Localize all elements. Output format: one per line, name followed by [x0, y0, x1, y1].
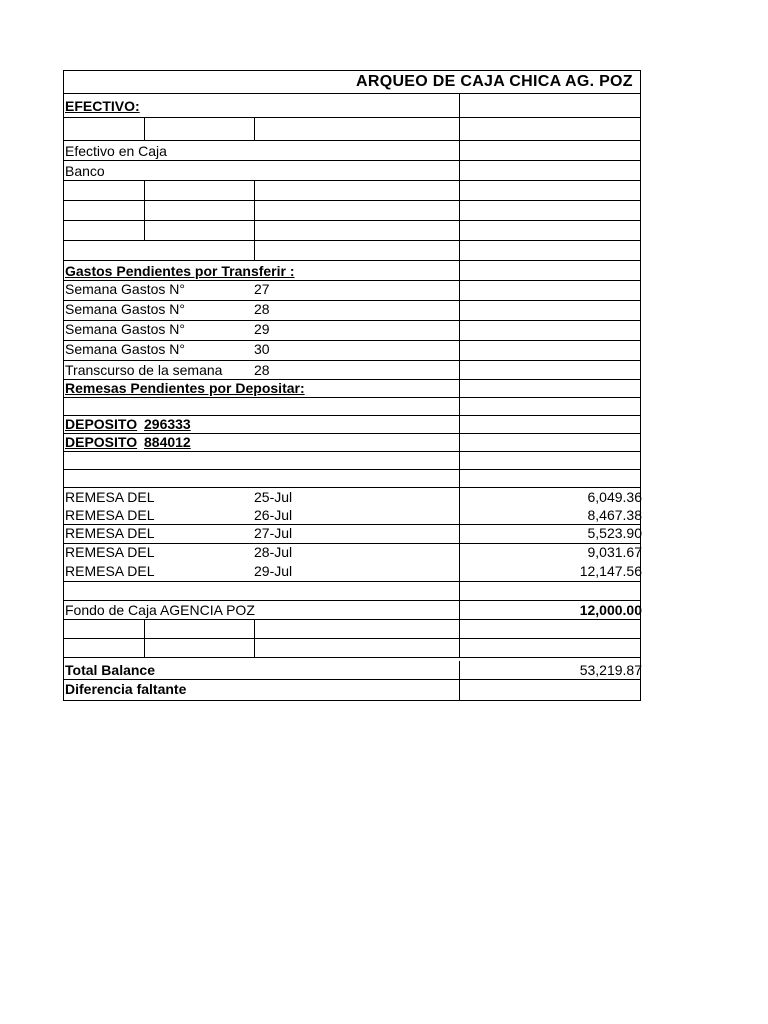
- efectivo-label: EFECTIVO:: [65, 98, 140, 114]
- efectivo-amount-cell: [459, 94, 642, 117]
- semana-label: Semana Gastos N°: [65, 321, 185, 337]
- remesas-header-row: [63, 379, 641, 397]
- blank-row: [63, 240, 641, 260]
- diferencia-row: [63, 679, 641, 701]
- remesa-label: REMESA DEL: [65, 563, 155, 579]
- blank-row: [63, 638, 641, 657]
- remesa-row: [63, 506, 641, 524]
- remesas-label: Remesas Pendientes por Depositar:: [65, 380, 305, 396]
- deposito-row: [63, 415, 641, 433]
- semana-label: Semana Gastos N°: [65, 301, 185, 317]
- semana-row: [63, 340, 641, 360]
- remesa-label: REMESA DEL: [65, 525, 155, 541]
- efectivo-header-row: [63, 93, 641, 117]
- remesa-date: 29-Jul: [254, 563, 293, 579]
- efectivo-caja-label: Efectivo en Caja: [65, 143, 167, 159]
- remesa-row: [63, 543, 641, 562]
- remesa-amount: 12,147.56: [459, 562, 643, 581]
- deposito-label: DEPOSITO: [65, 416, 138, 432]
- remesa-row: [63, 524, 641, 543]
- total-row: [63, 657, 641, 679]
- blank-row: [63, 451, 641, 469]
- efectivo-caja-row: [63, 140, 641, 160]
- banco-row: [63, 160, 641, 180]
- diferencia-amount: [459, 680, 643, 700]
- remesa-date: 26-Jul: [254, 507, 293, 523]
- fondo-amount: 12,000.00: [459, 601, 643, 619]
- blank-row: [63, 397, 641, 415]
- semana-number: 29: [254, 321, 270, 337]
- remesa-date: 25-Jul: [254, 489, 293, 505]
- remesa-amount: 9,031.67: [459, 543, 643, 562]
- semana-label: Semana Gastos N°: [65, 281, 185, 297]
- semana-label: Semana Gastos N°: [65, 341, 185, 357]
- remesa-label: REMESA DEL: [65, 544, 155, 560]
- remesa-label: REMESA DEL: [65, 507, 155, 523]
- remesa-row: [63, 562, 641, 581]
- gastos-label: Gastos Pendientes por Transferir :: [65, 263, 295, 279]
- blank-row: [63, 619, 641, 638]
- transcurso-number: 28: [254, 362, 270, 378]
- total-label: Total Balance: [65, 662, 155, 678]
- fondo-label: Fondo de Caja AGENCIA POZ: [65, 602, 255, 618]
- semana-number: 27: [254, 281, 270, 297]
- sheet-title: ARQUEO DE CAJA CHICA AG. POZ: [356, 73, 633, 90]
- blank-row: [63, 469, 641, 487]
- gastos-header-row: [63, 260, 641, 280]
- remesa-label: REMESA DEL: [65, 489, 155, 505]
- deposito-label: DEPOSITO: [65, 434, 138, 450]
- semana-row: [63, 320, 641, 340]
- semana-number: 30: [254, 341, 270, 357]
- deposito-number: 884012: [144, 434, 191, 450]
- transcurso-row: [63, 360, 641, 379]
- remesa-amount: 5,523.90: [459, 524, 643, 543]
- transcurso-label: Transcurso de la semana: [65, 362, 223, 378]
- blank-row: [63, 581, 641, 600]
- total-amount: 53,219.87: [459, 661, 643, 679]
- blank-row: [63, 200, 641, 220]
- semana-row: [63, 280, 641, 300]
- blank-row: [63, 117, 641, 140]
- semana-row: [63, 300, 641, 320]
- blank-row: [63, 220, 641, 240]
- semana-number: 28: [254, 301, 270, 317]
- banco-label: Banco: [65, 163, 105, 179]
- diferencia-label: Diferencia faltante: [65, 681, 187, 697]
- remesa-date: 27-Jul: [254, 525, 293, 541]
- blank-row: [63, 180, 641, 200]
- deposito-row: [63, 433, 641, 451]
- remesa-date: 28-Jul: [254, 544, 293, 560]
- title-row: [63, 70, 641, 93]
- cash-count-sheet: [63, 70, 641, 701]
- remesa-amount: 6,049.36: [459, 488, 643, 506]
- deposito-number: 296333: [144, 416, 191, 432]
- remesa-row: [63, 487, 641, 506]
- remesa-amount: 8,467.38: [459, 506, 643, 524]
- fondo-row: [63, 600, 641, 619]
